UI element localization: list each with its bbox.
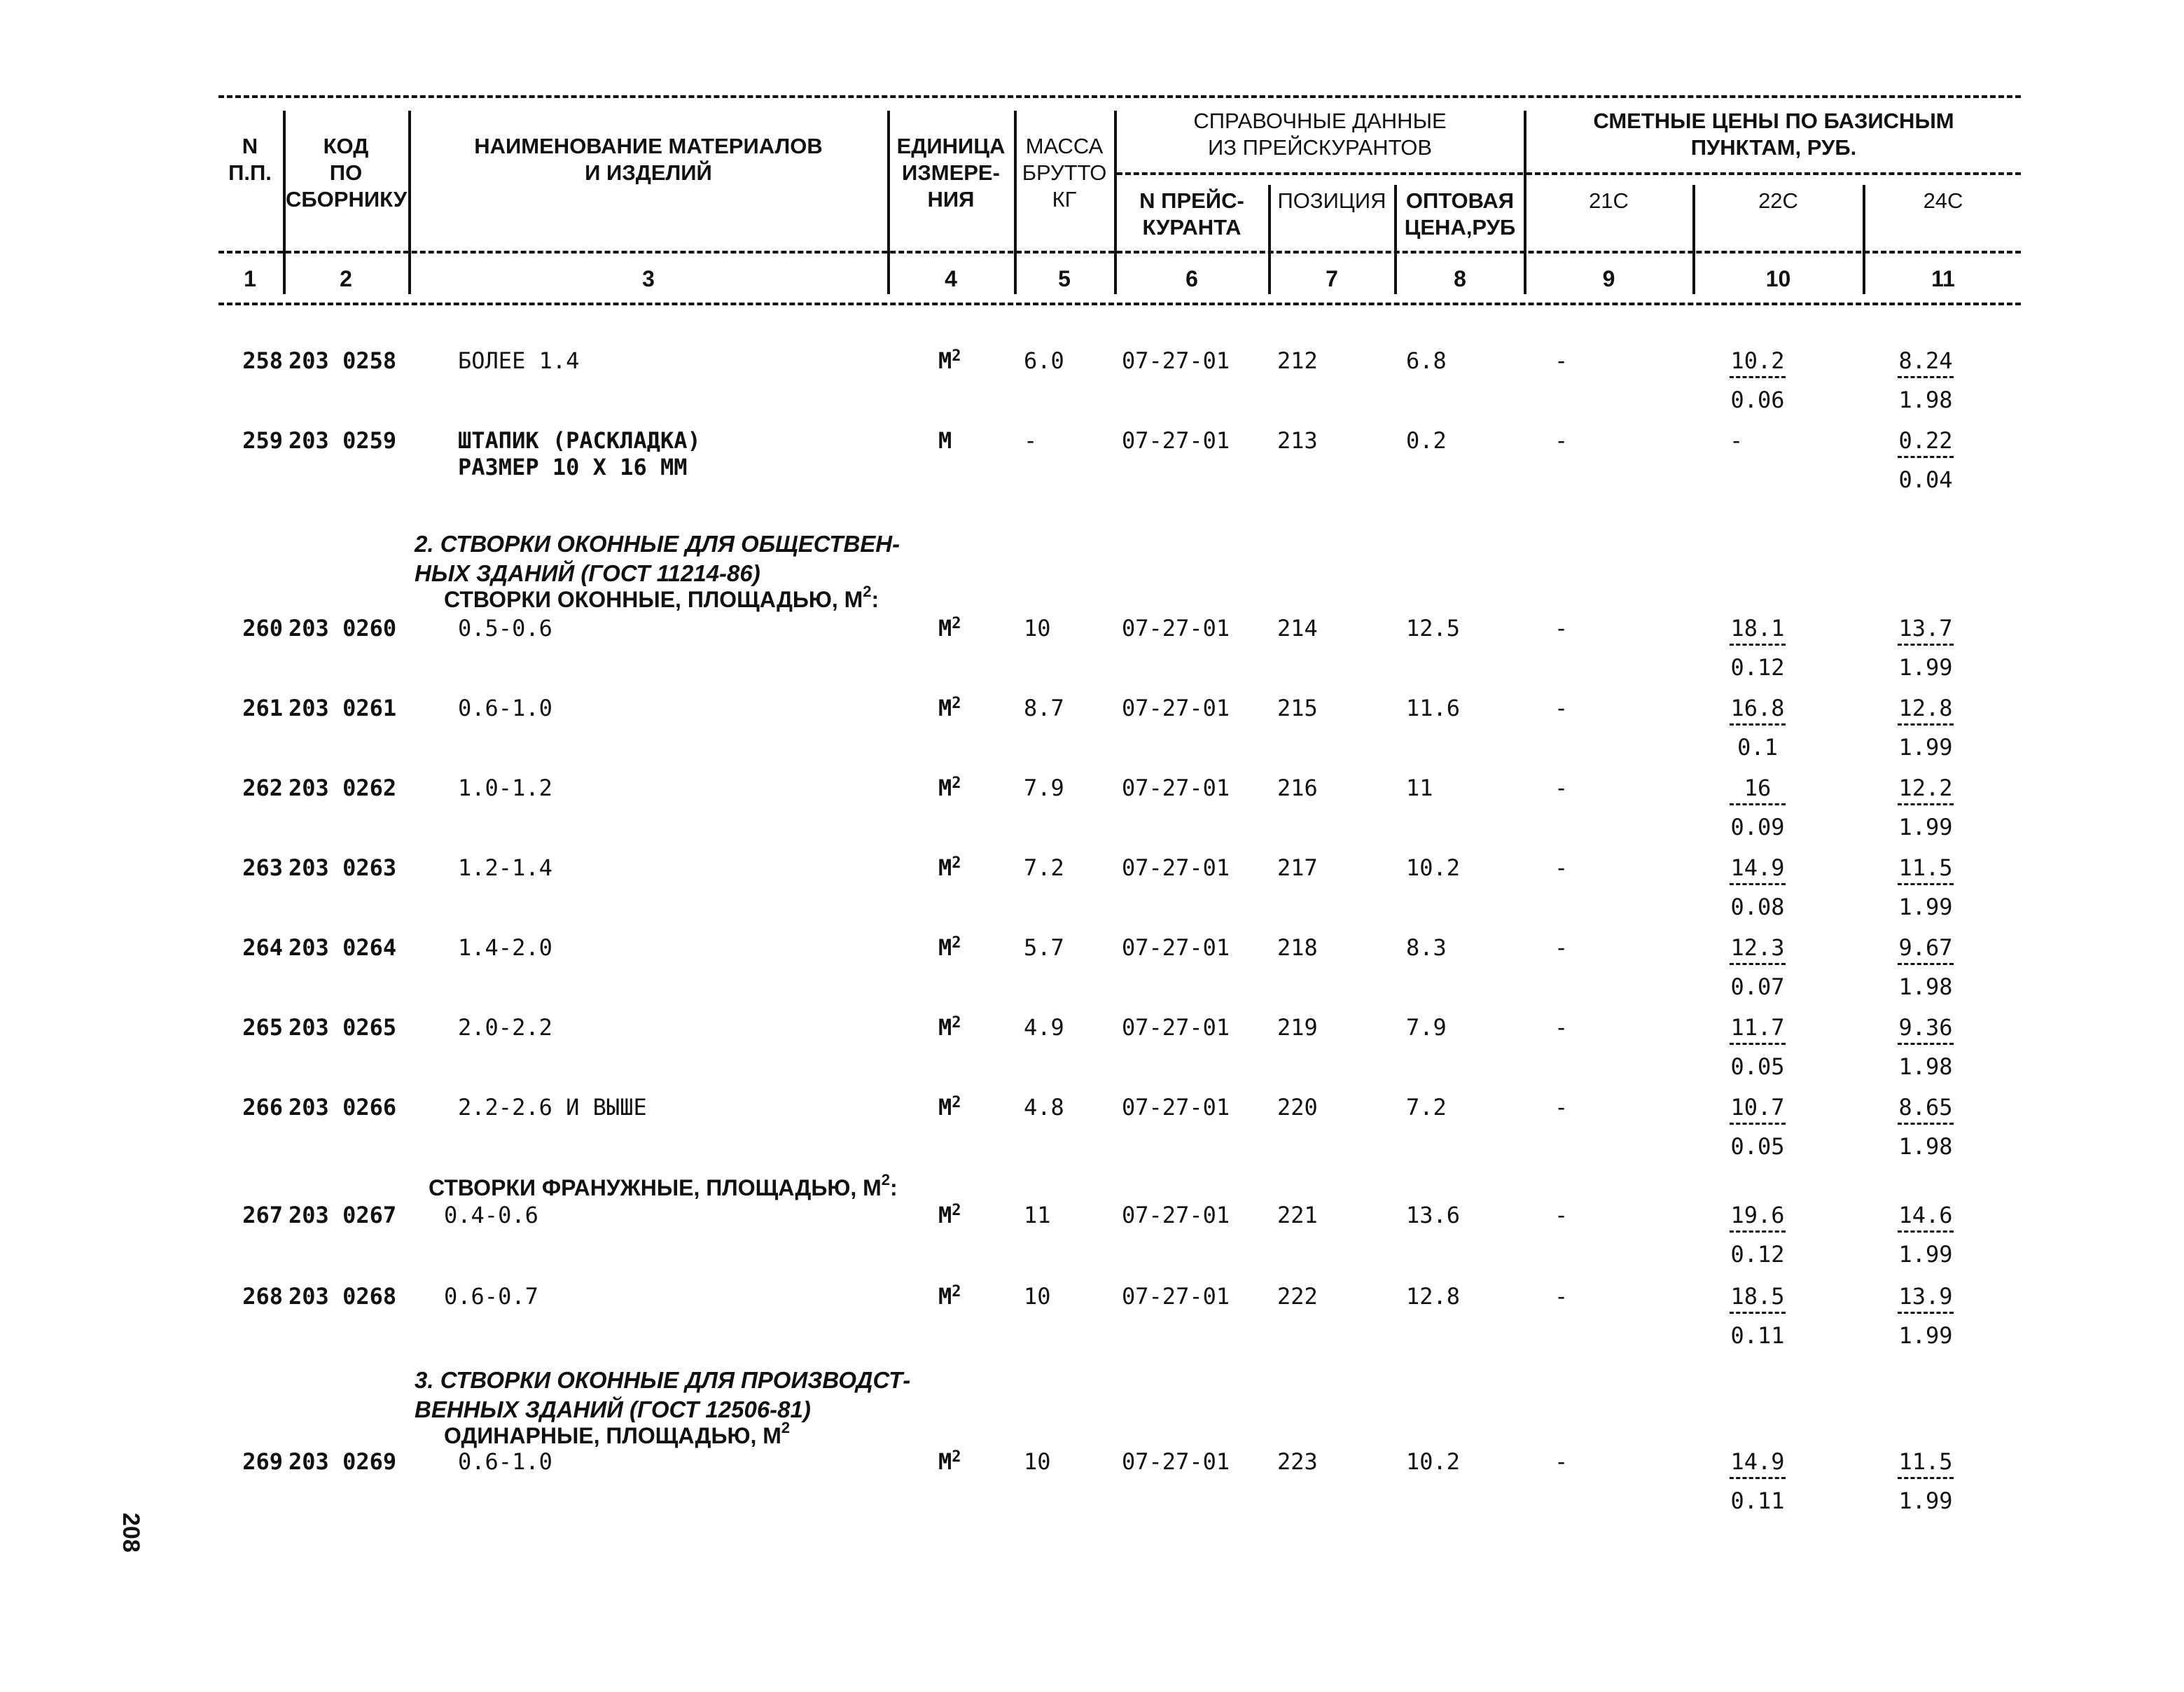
row-wholesale-price: 12.8 [1406,1283,1461,1310]
row-position: 220 [1277,1094,1318,1121]
row-price-22c: 18.5 0.11 [1730,1283,1785,1349]
row-pricelist: 07-27-01 [1122,854,1230,881]
col-number: 11 [1931,266,1955,291]
header-group-ref: СПРАВОЧНЫЕ ДАННЫЕ ИЗ ПРЕЙСКУРАНТОВ [1193,109,1447,160]
header-col11: 24С [1923,188,1963,213]
row-pricelist: 07-27-01 [1122,1014,1230,1041]
row-mass: 10 [1024,1283,1051,1310]
row-code: 203 0266 [288,1094,397,1121]
subgroup-rule-ref [1117,172,1523,175]
row-price-21c: - [1554,1094,1569,1121]
row-unit: $М^2$ [938,347,961,374]
row-mass: 4.9 [1024,1014,1064,1041]
row-name: 1.2-1.4 [458,854,552,881]
row-unit: $М^2$ [938,695,961,721]
row-name: 0.6-1.0 [458,1448,552,1475]
page-number: 208 [118,1513,144,1553]
row-code: 203 0264 [288,934,397,961]
row-code: 203 0265 [288,1014,397,1041]
row-unit: $М^2$ [938,1283,961,1310]
col-number: 4 [945,266,957,291]
row-unit: $М^2$ [938,1202,961,1228]
row-position: 214 [1277,615,1318,642]
row-price-21c: - [1554,854,1569,881]
row-name: 1.4-2.0 [458,934,552,961]
row-wholesale-price: 0.2 [1406,427,1447,454]
row-unit: $М^2$ [938,1094,961,1121]
row-position: 212 [1277,347,1318,374]
row-number: 265 [242,1014,283,1041]
row-code: 203 0268 [288,1283,397,1310]
row-name: 2.2-2.6 И ВЫШЕ [458,1094,647,1121]
row-number: 266 [242,1094,283,1121]
row-code: 203 0262 [288,775,397,801]
row-price-21c: - [1554,1283,1569,1310]
row-price-21c: - [1554,1014,1569,1041]
row-pricelist: 07-27-01 [1122,1094,1230,1121]
row-mass: 10 [1024,1448,1051,1475]
header-col8: ОПТОВАЯ ЦЕНА,РУБ [1404,188,1516,240]
row-mass: 7.9 [1024,775,1064,801]
col-number: 9 [1602,266,1615,291]
row-price-24c: 8.65 1.98 [1898,1094,1953,1160]
header-bottom-rule [218,303,2021,305]
row-name: БОЛЕЕ 1.4 [458,347,580,374]
row-mass: 4.8 [1024,1094,1064,1121]
row-unit: $М^2$ [938,615,961,642]
row-unit: $М^2$ [938,775,961,801]
row-position: 221 [1277,1202,1318,1228]
row-price-22c: 10.2 0.06 [1730,347,1785,413]
row-mass: - [1024,427,1038,454]
row-wholesale-price: 7.2 [1406,1094,1447,1121]
row-unit: $М^2$ [938,1448,961,1475]
header-col7: ПОЗИЦИЯ [1277,188,1386,213]
header-col2: КОД ПО СБОРНИКУ [286,134,408,212]
row-name: 0.6-0.7 [444,1283,538,1310]
row-name: ШТАПИК (РАСКЛАДКА) РАЗМЕР 10 Х 16 ММ [458,427,701,480]
row-price-21c: - [1554,775,1569,801]
row-wholesale-price: 7.9 [1406,1014,1447,1041]
header-group-price: СМЕТНЫЕ ЦЕНЫ ПО БАЗИСНЫМ ПУНКТАМ, РУБ. [1593,109,1954,160]
col-number: 3 [642,266,655,291]
row-pricelist: 07-27-01 [1122,1283,1230,1310]
row-code: 203 0267 [288,1202,397,1228]
col-number: 7 [1326,266,1338,291]
row-position: 218 [1277,934,1318,961]
row-wholesale-price: 11.6 [1406,695,1461,721]
section-2-heading: 2. СТВОРКИ ОКОННЫЕ ДЛЯ ОБЩЕСТВЕН- НЫХ ЗДАНИЙ (ГОСТ 11214-86) [415,531,900,586]
row-mass: 5.7 [1024,934,1064,961]
row-position: 219 [1277,1014,1318,1041]
row-code: 203 0259 [288,427,397,454]
row-price-24c: 12.8 1.99 [1898,695,1953,761]
french-subheading: СТВОРКИ ФРАНУЖНЫЕ, ПЛОЩАДЬЮ, $М^2$: [429,1171,898,1200]
row-mass: 10 [1024,615,1051,642]
subgroup-rule-price [1526,172,2021,175]
row-pricelist: 07-27-01 [1122,427,1230,454]
row-pricelist: 07-27-01 [1122,934,1230,961]
row-name: 0.5-0.6 [458,615,552,642]
section-2-subheading: СТВОРКИ ОКОННЫЕ, ПЛОЩАДЬЮ, $М^2$: [444,583,879,612]
row-position: 213 [1277,427,1318,454]
row-position: 215 [1277,695,1318,721]
row-price-21c: - [1554,695,1569,721]
row-wholesale-price: 11 [1406,775,1433,801]
section-3-subheading: ОДИНАРНЫЕ, ПЛОЩАДЬЮ, $М^2$ [444,1419,791,1448]
row-price-24c: 8.24 1.98 [1898,347,1953,413]
row-number: 263 [242,854,283,881]
row-mass: 7.2 [1024,854,1064,881]
row-code: 203 0258 [288,347,397,374]
col-number: 1 [244,266,256,291]
row-pricelist: 07-27-01 [1122,1202,1230,1228]
row-price-22c: 11.7 0.05 [1730,1014,1785,1080]
row-price-21c: - [1554,934,1569,961]
row-number: 259 [242,427,283,454]
row-price-24c: 12.2 1.99 [1898,775,1953,840]
row-wholesale-price: 10.2 [1406,854,1461,881]
row-mass: 8.7 [1024,695,1064,721]
row-price-22c: 12.3 0.07 [1730,934,1785,1000]
row-price-24c: 13.9 1.99 [1898,1283,1953,1349]
row-name: 0.6-1.0 [458,695,552,721]
row-price-24c: 0.22 0.04 [1898,427,1953,493]
header-col9: 21С [1589,188,1629,213]
col-sep [408,111,411,294]
row-number: 267 [242,1202,283,1228]
row-price-21c: - [1554,615,1569,642]
row-price-24c: 13.7 1.99 [1898,615,1953,681]
row-unit: М [938,427,952,454]
row-price-22c: 14.9 0.11 [1730,1448,1785,1514]
row-number: 262 [242,775,283,801]
row-price-24c: 11.5 1.99 [1898,1448,1953,1514]
header-col3: НАИМЕНОВАНИЕ МАТЕРИАЛОВ И ИЗДЕЛИЙ [474,134,823,185]
row-price-24c: 9.67 1.98 [1898,934,1953,1000]
row-price-21c: - [1554,1448,1569,1475]
row-mass: 11 [1024,1202,1051,1228]
row-name: 1.0-1.2 [458,775,552,801]
row-unit: $М^2$ [938,854,961,881]
row-position: 222 [1277,1283,1318,1310]
row-unit: $М^2$ [938,934,961,961]
header-col4: ЕДИНИЦА ИЗМЕРЕ- НИЯ [896,134,1006,212]
row-code: 203 0263 [288,854,397,881]
row-price-22c: - [1730,427,1744,454]
row-price-21c: - [1554,347,1569,374]
section-3-heading: 3. СТВОРКИ ОКОННЫЕ ДЛЯ ПРОИЗВОДСТ- ВЕННЫХ ЗДАНИЙ (ГОСТ 12506-81) [415,1367,911,1422]
row-price-24c: 11.5 1.99 [1898,854,1953,920]
header-col1: N П.П. [228,134,272,185]
col-number: 10 [1765,266,1791,291]
row-wholesale-price: 6.8 [1406,347,1447,374]
row-position: 216 [1277,775,1318,801]
row-number: 268 [242,1283,283,1310]
row-number: 258 [242,347,283,374]
row-pricelist: 07-27-01 [1122,347,1230,374]
row-pricelist: 07-27-01 [1122,1448,1230,1475]
header-top-rule [218,95,2021,98]
row-price-22c: 19.6 0.12 [1730,1202,1785,1268]
row-number: 261 [242,695,283,721]
row-number: 264 [242,934,283,961]
header-mid-rule [218,251,2021,254]
row-pricelist: 07-27-01 [1122,615,1230,642]
row-price-22c: 18.1 0.12 [1730,615,1785,681]
row-mass: 6.0 [1024,347,1064,374]
row-pricelist: 07-27-01 [1122,695,1230,721]
header-col6: N ПРЕЙС- КУРАНТА [1139,188,1244,240]
row-code: 203 0260 [288,615,397,642]
col-number: 8 [1454,266,1466,291]
row-price-22c: 14.9 0.08 [1730,854,1785,920]
row-price-21c: - [1554,427,1569,454]
row-wholesale-price: 10.2 [1406,1448,1461,1475]
row-price-24c: 9.36 1.98 [1898,1014,1953,1080]
col-number: 5 [1058,266,1071,291]
row-price-24c: 14.6 1.99 [1898,1202,1953,1268]
row-position: 217 [1277,854,1318,881]
row-code: 203 0269 [288,1448,397,1475]
row-code: 203 0261 [288,695,397,721]
row-number: 269 [242,1448,283,1475]
row-price-22c: 16.8 0.1 [1730,695,1785,761]
row-name: 0.4-0.6 [444,1202,538,1228]
row-wholesale-price: 13.6 [1406,1202,1461,1228]
row-price-21c: - [1554,1202,1569,1228]
col-number: 6 [1185,266,1198,291]
header-col5: МАССА БРУТТО КГ [1022,134,1107,212]
col-number: 2 [340,266,352,291]
header-col10: 22С [1758,188,1798,213]
row-pricelist: 07-27-01 [1122,775,1230,801]
row-number: 260 [242,615,283,642]
row-price-22c: 16 0.09 [1730,775,1785,840]
row-wholesale-price: 8.3 [1406,934,1447,961]
row-wholesale-price: 12.5 [1406,615,1461,642]
row-unit: $М^2$ [938,1014,961,1041]
row-price-22c: 10.7 0.05 [1730,1094,1785,1160]
row-position: 223 [1277,1448,1318,1475]
row-name: 2.0-2.2 [458,1014,552,1041]
